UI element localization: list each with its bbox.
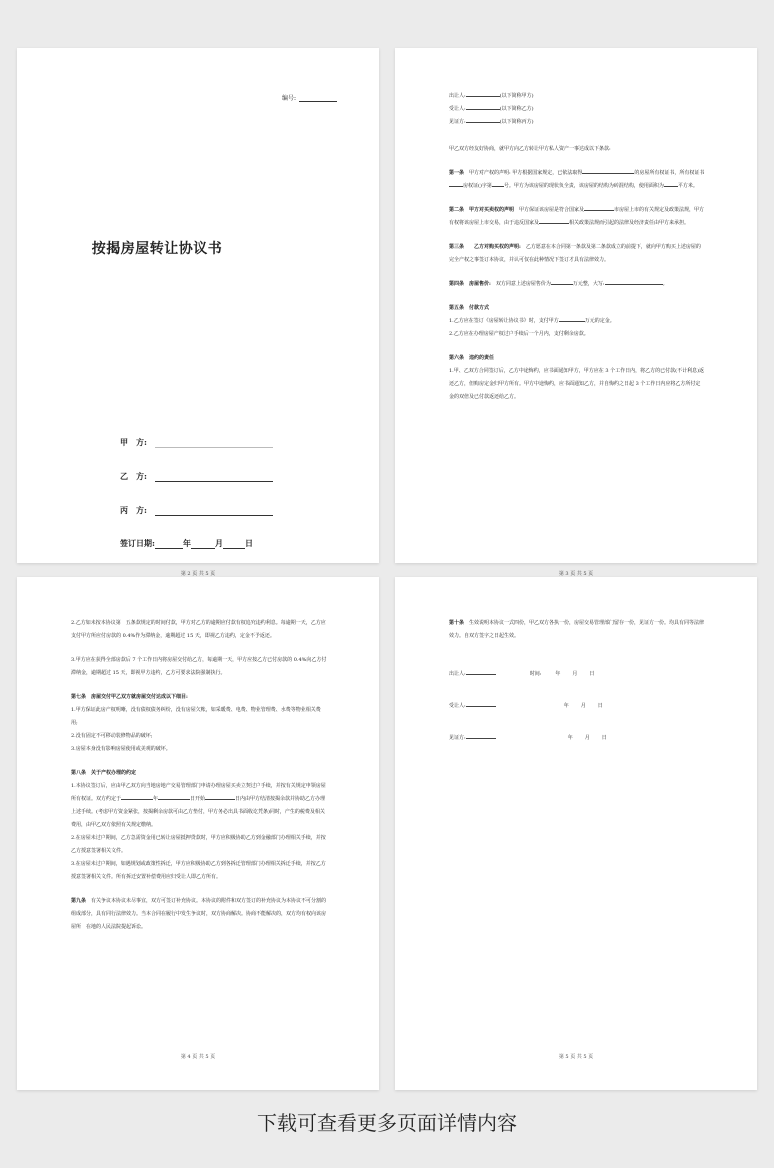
seller-signature-row: 出让人: 时间: 年 月 日 [449, 671, 595, 677]
page-three [395, 48, 757, 577]
article-2: 第二条 甲方对买卖权的声明 甲方保证该房屋是符合国家及 市房屋上市的有关规定及政策法规，甲方有权将该房屋上市交易，由于违反国家及 相关政策法规而引起的法律及经济责任由甲方来承担。 [449, 207, 705, 226]
article-7: 第七条 房屋交付甲乙双方就房屋交付达成以下细目: 1.甲方保证此房产权明晰，没有债权债务纠纷，没有房屋欠帐，如采暖费、电费、物业管理费、水费等物业相关费用; 2.没有固定不可移动装修物品的破坏; 3.房屋本身没有影响房屋使用或美观的破坏。 [71, 694, 321, 752]
article-8: 第八条 关于产权办理的约定 1.本协议签订后，应由甲乙双方向当地房地产交易管理部门申请办理房屋买卖立契过户手续，并按有关规定申领房屋所有权证。双方约定于 年 日开始 日内由甲方结清按揭余款并协助乙方办理上述手续。(考虑甲方资金紧张，按揭剩余房款可由乙方垫付，甲方务必出具书面收讫凭条)同时，产生的税费及相关费用，由甲乙双方依照有关规定缴纳。 2.在房屋未过户期间，乙方急需资金用已转让房屋抵押贷款时，甲方应积极协助乙方到金融部门办理相关手续，并按乙方授意签署相关文件。 3.在房屋未过户期间，如遇规划或政策性拆迁，甲方应积极协助乙方到各拆迁管理部门办理相关拆迁手续，并按乙方授意签署相关文件。所有拆迁安置补偿费用应归受让人即乙方所有。 [71, 770, 326, 880]
intro-paragraph: 甲乙双方经友好协商，就甲方向乙方转让甲方私人资产一事达成以下条款: [449, 146, 611, 152]
article-6: 第六条 违约的责任 1.甲、乙双方合同签订后，乙方中途悔约，应书面通知甲方，甲方应在 3 个工作日内，将乙方的已付款(不计利息)返还乙方，但购房定金归甲方所有。甲方中途悔约，应书面通知乙方，并自悔约之日起 3 个工作日内应将乙方所付定金的双倍及已付款返还给乙方。 [449, 355, 705, 400]
download-caption[interactable]: 下载可查看更多页面详情内容 [257, 1111, 517, 1135]
page-footer: 第 2 页 共 5 页 [180, 571, 216, 577]
article-5: 第五条 付款方式 1.乙方应在签订《房屋转让协议书》时，支付甲方 万元的定金。 2.乙方应在办理房屋产权过户手续后一个月内，支付剩余房款。 [449, 305, 615, 337]
serial-number: 编号: [282, 93, 337, 102]
party-a-row: 甲 方: [120, 437, 273, 448]
sign-date-row: 签订日期: 年 月 日 [120, 538, 253, 548]
article-4: 第四条 房屋售价: 双方同意上述房屋售价为 万元整，大写: 。 [449, 281, 668, 287]
page-footer: 第 4 页 共 5 页 [180, 1054, 216, 1060]
page-five [395, 577, 757, 1090]
page-three-body [449, 90, 705, 404]
page-four-body: 2.乙方如未按本协议第 五条款规定的时间付款，甲方对乙方的逾期应付款有权追究违约利息。每逾期一天，乙方应支付甲方所应付房款的 0.4%作为滞纳金，逾期超过 15 天，即视乙方违约，定金不予返还。 3.甲方应在获得全部房款后 7 个工作日内将房屋交付给乙方，每逾期一天，甲方应按乙方已付房款的 0.4%向乙方付滞纳金，逾期超过 15 天，即视甲方违约，乙方可要求法院强制执行。 第七条 房屋交付甲乙双方就房屋交付达成以下细目: 1.甲方保证此房产权明晰，没有债权债务纠纷，没有房屋欠帐，如采暖费、电费、物业管理费、水费等物业相关费用; 2.没有固定不可移动装修物品的破坏; 3.房屋本身没有影响房屋使用或美观的破坏。 第八条 关于产权办理的约定 1.本协议签订后，应由甲乙双方向当地房地产交易管理部门申请办理房屋买卖立契过户手续，并按有关规定申领房屋所有权证。双方约定于 年 日开始 日内由甲方结清按揭余款并协助乙方办理上述手续。(考虑甲方资金紧张，按揭剩余房款可由乙方垫付，甲方务必出具书面收讫凭条)同时，产生的税费及相关费用，由甲乙双方依照有关规定缴纳。 2.在房屋未过户期间，乙方急需资金用已转让房屋抵押贷款时，甲方应积极协助乙方到金融部门办理相关手续，并按乙方授意签署相关文件。 3.在房屋未过户期间，如遇规划或政策性拆迁，甲方应积极协助乙方到各拆迁管理部门办理相关拆迁手续，并按乙方授意签署相关文件。所有拆迁安置补偿费用应归受让人即乙方所有。 第九条 有关争议本协议未尽事宜，双方可签订补充协议。本协议的附件和双方签订的补充协议为本协议不可分割的组成部分，具有同行法律效力。当本合同在履行中发生争议时，双方协商解决。协商不能解决的，双方均有权向该房屋所 在地的人民法院提起诉讼。 [71, 617, 327, 945]
party-c-row: 丙 方: [120, 505, 273, 516]
witness-line: 见证方: (以下简称丙方) [449, 119, 534, 125]
party-b-row: 乙 方: [120, 471, 273, 482]
document-title: 按揭房屋转让协议书 [91, 241, 223, 257]
cover-page [17, 48, 379, 577]
article-10: 第十条 生效说明本协议一式四份，甲乙双方各执一份，房屋交易管理部门留存一份，见证方一份。均具有同等法律效力。自双方签字之日起生效。 [449, 620, 705, 639]
buyer-signature-row: 受让人: 年 月 日 [449, 703, 603, 709]
serial-number-blank [299, 93, 337, 102]
page-footer: 第 5 页 共 5 页 [558, 1054, 594, 1060]
article-3: 第三条 乙方对购买权的声明: 乙方愿意在本合同第一条款及第二条款成立的前提下，就向甲方购买上述房屋的完全产权之事签订本协议，并认可仅在此种情况下签订才具有法律效力。 [449, 244, 701, 263]
article-1: 第一条 甲方对产权的声明: 甲方根据国家规定，已依法取得 的房屋所有权证书，所有权证书房权证()字第 号。甲方为该房屋的现状负全责，该房屋的结构为砖混结构，使用面积为 平方米。 [449, 170, 705, 189]
page-four [17, 577, 379, 1090]
article-9: 第九条 有关争议本协议未尽事宜，双方可签订补充协议。本协议的附件和双方签订的补充协议为本协议不可分割的组成部分，具有同行法律效力。当本合同在履行中发生争议时，双方协商解决。协商不能解决的，双方均有权向该房屋所 在地的人民法院提起诉讼。 [71, 898, 327, 930]
witness-signature-row: 见证方: 年 月 日 [449, 735, 607, 741]
seller-line: 出让人: (以下简称甲方) [449, 93, 534, 99]
buyer-line: 受让人: (以下简称乙方) [449, 106, 534, 112]
page-footer: 第 3 页 共 5 页 [558, 571, 594, 577]
